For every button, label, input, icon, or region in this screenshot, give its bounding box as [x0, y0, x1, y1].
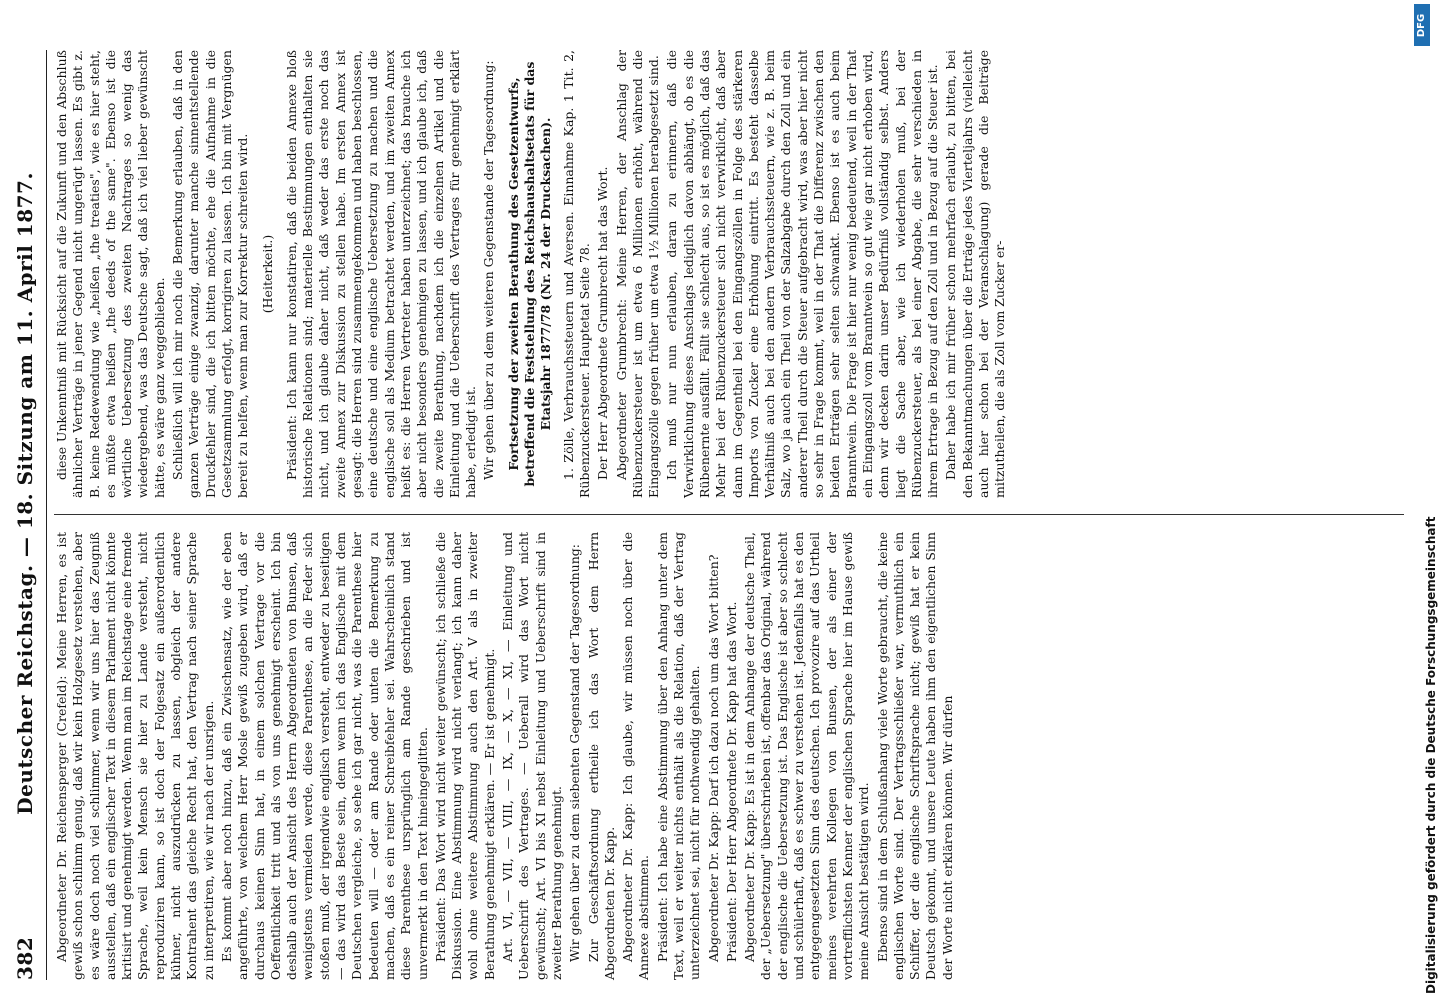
- paragraph: (Heiterkeit.): [259, 234, 275, 314]
- paragraph: Zur Geschäftsordnung ertheile ich das Wort dem Herrn Abgeordneten Dr. Kapp.: [585, 532, 617, 980]
- paragraph: Abgeordneter Dr. Kapp: Ich glaube, wir müssen noch über die Annexe abstimmen.: [620, 532, 652, 980]
- paragraph: Abgeordneter Dr. Kapp: Es ist in dem Anhange der deutsche Theil, der „Uebersetzung" überschrieben ist, offenbar das Original, während der englische die Uebersetzung ist. Das Englische ist aber so schlecht und schülerhaft, daß es schwer zu verstehen ist. Jedenfalls hat es den entgegengesetzten Sinn des deutschen. Ich provozire auf das Urtheil meines verehrten Kollegen von Bunsen, der als einer der vortrefflichsten Kenner der englischen Sprache hier im Hause gewiß meine Ansicht bestätigen wird.: [742, 532, 872, 980]
- paragraph: Daher habe ich mir früher schon mehrfach erlaubt, zu bitten, bei den Bekanntmachungen über die Erträge jedes Vierteljahrs (vielleicht auch hier schon bei der Veranschlagung) gerade die Beiträge mitzutheilen, die als Zoll vom Zucker er-: [943, 50, 1008, 498]
- paragraph: Ich muß nur nun erlauben, daran zu erinnern, daß die Verwirklichung dieses Anschlags lediglich davon abhängt, ob es die Rübenernte ausfällt. Fällt sie schlecht aus, so ist es möglich, daß das Mehr bei der Rübenzuckersteuer sich nicht verwirklicht, daß aber dann im Gegentheil bei den Eingangszöllen in Folge des stärkeren Imports von Zucker eine Erhöhung eintritt. Es besteht dasselbe Verhältniß auch bei den andern Verbrauchssteuern, wie z. B. beim Salz, wo ja auch ein Theil von der Salzabgabe durch den Zoll und ein anderer Theil durch die Steuer aufgebracht wird, was aber hier nicht so sehr in Frage kommt, weil in der That die Differenz zwischen den beiden Erträgen sehr selten schwankt. Ebenso ist es auch beim Branntwein. Die Frage ist hier nur wenig bedeutend, weil in der That ein Eingangszoll vom Branntwein so gut wie gar nicht erhoben wird, denn wir decken darin unser Bedürfniß vollständig selbst. Anders liegt die Sache aber, wie ich wiederholen muß, bei der Rübenzuckersteuer, als bei einer Abgabe, die sehr verschieden in ihrem Ertrage in Bezug auf den Zoll und in Bezug auf die Steuer ist.: [664, 50, 941, 498]
- rotated-sheet: [10, 20, 1415, 980]
- page-header: [10, 50, 40, 980]
- paragraph: Präsident: Ich habe eine Abstimmung über den Anhang unter dem Text, weil er weiter nichts enthält als die Relation, daß der Vertrag unterzeichnet sei, nicht für nothwendig gehalten.: [654, 532, 703, 980]
- paragraph: Fortsetzung der zweiten Berathung des Gesetzentwurfs, betreffend die Feststellung des Reichshaushaltsetats für das Etatsjahr 1877/78 (Nr. 24 der Drucksachen).: [505, 61, 554, 487]
- right-column: [54, 50, 1404, 498]
- header-rule: [46, 50, 47, 980]
- paragraph: Präsident: Der Herr Abgeordnete Dr. Kapp hat das Wort.: [723, 601, 739, 962]
- paragraph: Schließlich will ich mir noch die Bemerkung erlauben, daß in den ganzen Verträge einige zwanzig, darunter manche sinnentstellende Druckfehler sind, die ich bitten möchte, ehe die Aufnahme in die Gesetzsammlung erfolgt, korrigiren zu lassen. Ich bin mit Vergnügen bereit zu helfen, wenn man zur Korrektur schreiten wird.: [170, 50, 251, 498]
- paragraph: Abgeordneter Dr. Kapp: Darf ich dazu noch um das Wort bitten?: [705, 554, 721, 962]
- paragraph: Der Herr Abgeordnete Grumbrecht hat das Wort.: [595, 166, 611, 480]
- column-divider: [54, 514, 1404, 515]
- paragraph: Ebenso sind in dem Schlußanhang viele Worte gebraucht, die keine englischen Worte sind. Der Vertragsschließer war, vermuthlich ein Schiffer, der die englische Schriftsprache nicht; gewiß hat er kein Deutsch gekonnt, und unsere Leute haben ihm den eigentlichen Sinn der Worte nicht erklären können. Wir dürfen: [874, 532, 955, 980]
- paragraph: 1. Zölle, Verbrauchssteuern und Aversen. Einnahme Kap. 1 Tit. 2, Rübenzuckersteuer. Hauptetat Seite 78.: [560, 50, 592, 498]
- paragraph: Es kommt aber noch hinzu, daß ein Zwischensatz, wie der eben angeführte, von welchem Herr Mosle gewiß zugeben wird, daß er durchaus keinen Sinn hat, in einem solchen Vertrage vor die Oeffentlichkeit tritt und als von uns genehmigt erscheint. Ich bin deshalb auch der Ansicht des Herrn Abgeordneten von Bunsen, daß wenigstens vermieden werde, diese Parenthese, an die Feder sich stoßen muß, der irgendwie englisch versteht, entweder zu beseitigen — das wird das Beste sein, denn wenn ich das Englische mit dem Deutschen vergleiche, so sehe ich gar nicht, was die Parenthese hier bedeuten will — oder am Rande oder unten die Bemerkung zu machen, daß es ein reiner Schreibfehler sei. Wahrscheinlich stand diese Parenthese ursprünglich am Rande geschrieben und ist unvermerkt in den Text hineingeglitten.: [218, 532, 430, 980]
- paragraph: Präsident: Ich kann nur konstatiren, daß die beiden Annexe bloß historische Relationen sind; materielle Bestimmungen enthalten sie nicht, und ich glaube daher nicht, daß weder das erste noch das zweite Annex zur Diskussion zu stellen habe. Im ersten Annex ist gesagt: die Herren sind zusammengekommen und haben beschlossen, eine deutsche und eine englische Uebersetzung zu machen und die englische soll als Medium betrachtet werden, und im zweiten Annex heißt es: die Herren Vertreter haben unterzeichnet; das brauche ich aber nicht besonders genehmigen zu lassen, und ich glaube ich, daß die zweite Berathung, nachdem ich die einzelnen Artikel und die Einleitung und die Ueberschrift des Vertrages für genehmigt erklärt habe, erledigt ist.: [283, 50, 479, 498]
- paragraph: diese Unkenntniß mit Rücksicht auf die Zukunft und den Abschluß ähnlicher Verträge in jener Gegend nicht ungerügt lassen. Es gibt z. B. keine Redewendung wie „heißen „the treaties", wie es hier steht, es müßte etwa heißen „the deeds of the same". Ebenso ist die wörtliche Uebersetzung des zweiten Nachtrages so wenig das wiedergebend, was das Deutsche sagt, daß ich viel lieber gewünscht hätte, es wäre ganz weggeblieben.: [54, 50, 167, 498]
- page-number: 382: [13, 936, 37, 980]
- dfg-logo: DFG: [1414, 4, 1430, 46]
- paragraph: Präsident: Das Wort wird nicht weiter gewünscht; ich schließe die Diskussion. Eine Abstimmung wird nicht verlangt; ich kann daher wohl ohne weitere Abstimmung auch den Art. V als in zweiter Berathung genehmigt erklären. — Er ist genehmigt.: [432, 532, 497, 980]
- paragraph: Art. VI, — VII, — VIII, — IX, — X, — XI, — Einleitung und Ueberschrift des Vertrages. — Ueberall wird das Wort nicht gewünscht; Art. VI bis XI nebst Einleitung und Ueberschrift sind in zweiter Berathung genehmigt.: [500, 532, 564, 980]
- paragraph: Wir gehen über zu dem siebenten Gegenstand der Tagesordnung:: [567, 544, 583, 962]
- paragraph: Abgeordneter Dr. Reichensperger (Crefeld): Meine Herren, es ist gewiß schon schlimm genug, daß wir kein Holzgesetz verstehen, aber es wäre doch noch viel schlimmer, wenn wir uns hier das Zeugniß ausstellen, daß ein englischer Text in diesem Parlament nicht könnte kritisirt und genehmigt werden. Wenn man im Reichstage eine fremde Sprache, weil kein Mensch sie hier zu Lande versteht, nicht reproduziren kann, so ist doch der Folgesatz ein außerordentlich kühner, nicht auszudrücken zu lassen, obgleich der andere Kontrahent das gleiche Recht hat, den Vertrag nach seiner Sprache zu interpretiren, wie wir nach der unsrigen.: [54, 532, 216, 980]
- paragraph: Wir gehen über zu dem weiteren Gegenstande der Tagesordnung:: [481, 60, 497, 480]
- digitization-credit: Digitalisierung gefördert durch die Deutsche Forschungsgemeinschaft: [1424, 516, 1438, 994]
- paragraph: Abgeordneter Grumbrecht: Meine Herren, der Anschlag der Rübenzuckersteuer ist um etwa 6 Millionen erhöht, während die Eingangszölle gegen früher um etwa 1½ Millionen herabgesetzt sind.: [613, 50, 662, 498]
- page-title: Deutscher Reichstag. — 18. Sitzung am 11. April 1877.: [13, 172, 37, 815]
- left-column: [54, 532, 1404, 980]
